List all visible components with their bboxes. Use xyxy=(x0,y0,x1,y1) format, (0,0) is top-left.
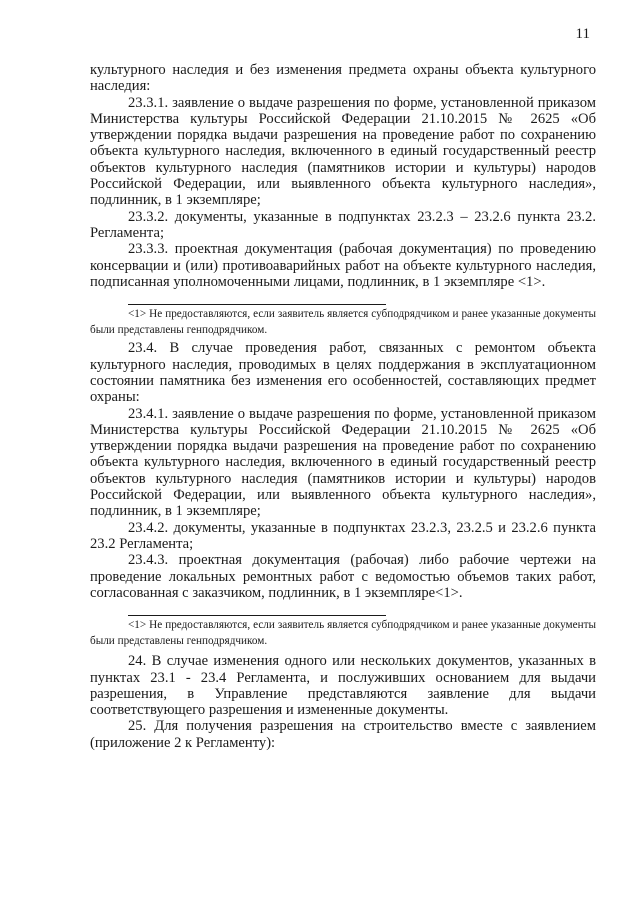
paragraph: 23.4. В случае проведения работ, связанных с ремонтом объекта культурного наследия, проводимых в целях поддержания в эксплуатационном состоянии памятника без изменения его особенностей, составляющих предмет охраны: xyxy=(90,340,596,406)
paragraph: 23.3.2. документы, указанные в подпунктах 23.2.3 – 23.2.6 пункта 23.2. Регламента; xyxy=(90,208,596,241)
document-body xyxy=(90,62,596,751)
paragraph: 24. В случае изменения одного или нескольких документов, указанных в пунктах 23.1 - 23.4 Регламента, и послуживших основанием для выдачи разрешения, в Управление представляются заявление для выдачи соответствующего разрешения и измененные документы. xyxy=(90,653,596,719)
footnote-separator xyxy=(128,615,386,616)
paragraph: 23.4.1. заявление о выдаче разрешения по форме, установленной приказом Министерства культуры Российской Федерации 21.10.2015 № 2625 «Об утверждении порядка выдачи разрешения на проведение работ по сохранению объекта культурного наследия, включенного в единый государственный реестр объектов культурного наследия (памятников истории и культуры) народов Российской Федерации, или выявленного объекта культурного наследия», подлинник, в 1 экземпляре; xyxy=(90,405,596,520)
paragraph: 23.3.3. проектная документация (рабочая документация) по проведению консервации и (или) противоаварийных работ на объекте культурного наследия, подписанная уполномоченными лицами, подлинник, в 1 экземпляре <1>. xyxy=(90,241,596,290)
footnote-block xyxy=(90,615,596,649)
page-number: 11 xyxy=(575,26,590,42)
paragraph: 23.4.2. документы, указанные в подпунктах 23.2.3, 23.2.5 и 23.2.6 пункта 23.2 Регламента; xyxy=(90,519,596,552)
paragraph: 25. Для получения разрешения на строительство вместе с заявлением (приложение 2 к Регламенту): xyxy=(90,718,596,751)
footnote-separator xyxy=(128,304,386,305)
paragraph: культурного наследия и без изменения предмета охраны объекта культурного наследия: xyxy=(90,62,596,95)
footnote: <1> Не предоставляются, если заявитель является субподрядчиком и ранее указанные документы были представлены генподрядчиком. xyxy=(90,308,596,336)
paragraph: 23.4.3. проектная документация (рабочая) либо рабочие чертежи на проведение локальных ремонтных работ с ведомостью объемов таких работ, согласованная с заказчиком, подлинник, в 1 экземпляре<1>. xyxy=(90,552,596,601)
footnote-block xyxy=(90,304,596,338)
footnote: <1> Не предоставляются, если заявитель является субподрядчиком и ранее указанные документы были представлены генподрядчиком. xyxy=(90,619,596,647)
paragraph: 23.3.1. заявление о выдаче разрешения по форме, установленной приказом Министерства культуры Российской Федерации 21.10.2015 № 2625 «Об утверждении порядка выдачи разрешения на проведение работ по сохранению объекта культурного наследия, включенного в единый государственный реестр объектов культурного наследия (памятников истории и культуры) народов Российской Федерации, или выявленного объекта культурного наследия», подлинник, в 1 экземпляре; xyxy=(90,94,596,209)
